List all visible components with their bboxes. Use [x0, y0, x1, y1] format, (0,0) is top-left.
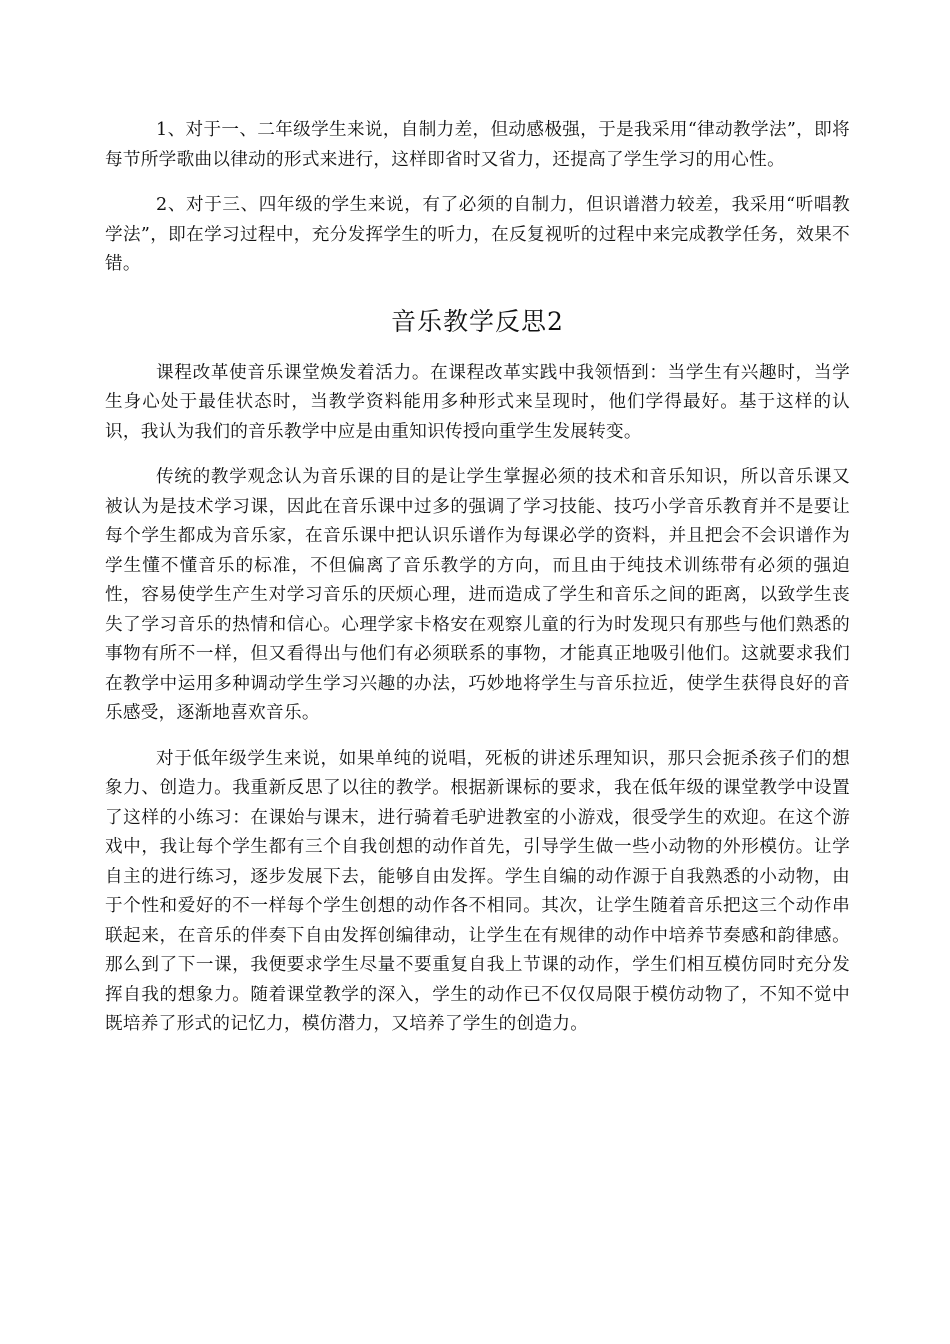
paragraph-grade-1-2: 1、对于一、二年级学生来说，自制力差，但动感极强，于是我采用“律动教学法”，即将每节所学歌曲以律动的形式来进行，这样即省时又省力，还提高了学生学习的用心性。	[105, 120, 850, 170]
section-title: 音乐教学反思2	[391, 306, 564, 336]
paragraph-grade-3-4: 2、对于三、四年级的学生来说，有了必须的自制力，但识谱潜力较差，我采用“听唱教学法”，即在学习过程中，充分发挥学生的听力，在反复视听的过程中来完成教学任务，效果不错。	[105, 195, 850, 274]
paragraph-lower-grades: 对于低年级学生来说，如果单纯的说唱，死板的讲述乐理知识，那只会扼杀孩子们的想象力、创造力。我重新反思了以往的教学。根据新课标的要求，我在低年级的课堂教学中设置了这样的小练习：在课始与课末，进行骑着毛驴进教室的小游戏，很受学生的欢迎。在这个游戏中，我让每个学生都有三个自我创想的动作首先，引导学生做一些小动物的外形模仿。让学自主的进行练习，逐步发展下去，能够自由发挥。学生自编的动作源于自我熟悉的小动物，由于个性和爱好的不一样每个学生创想的动作各不相同。其次，让学生随着音乐把这三个动作串联起来，在音乐的伴奏下自由发挥创编律动，让学生在有规律的动作中培养节奏感和韵律感。那么到了下一课，我便要求学生尽量不要重复自我上节课的动作，学生们相互模仿同时充分发挥自我的想象力。随着课堂教学的深入，学生的动作已不仅仅局限于模仿动物了，不知不觉中既培养了形式的记忆力，模仿潜力，又培养了学生的创造力。	[105, 748, 850, 1034]
paragraph-curriculum-reform: 课程改革使音乐课堂焕发着活力。在课程改革实践中我领悟到：当学生有兴趣时，当学生身心处于最佳状态时，当教学资料能用多种形式来呈现时，他们学得最好。基于这样的认识，我认为我们的音乐教学中应是由重知识传授向重学生发展转变。	[105, 362, 850, 442]
paragraph-traditional-concept: 传统的教学观念认为音乐课的目的是让学生掌握必须的技术和音乐知识，所以音乐课又被认为是技术学习课，因此在音乐课中过多的强调了学习技能、技巧小学音乐教育并不是要让每个学生都成为音乐家，在音乐课中把认识乐谱作为每课必学的资料，并且把会不会识谱作为学生懂不懂音乐的标准，不但偏离了音乐教学的方向，而且由于纯技术训练带有必须的强迫性，容易使学生产生对学习音乐的厌烦心理，进而造成了学生和音乐之间的距离，以致学生丧失了学习音乐的热情和信心。心理学家卡格安在观察儿童的行为时发现只有那些与他们熟悉的事物有所不一样，但又看得出与他们有必须联系的事物，才能真正地吸引他们。这就要求我们在教学中运用多种调动学生学习兴趣的办法，巧妙地将学生与音乐拉近，使学生获得良好的音乐感受，逐渐地喜欢音乐。	[105, 467, 850, 723]
document-body	[105, 116, 850, 1056]
